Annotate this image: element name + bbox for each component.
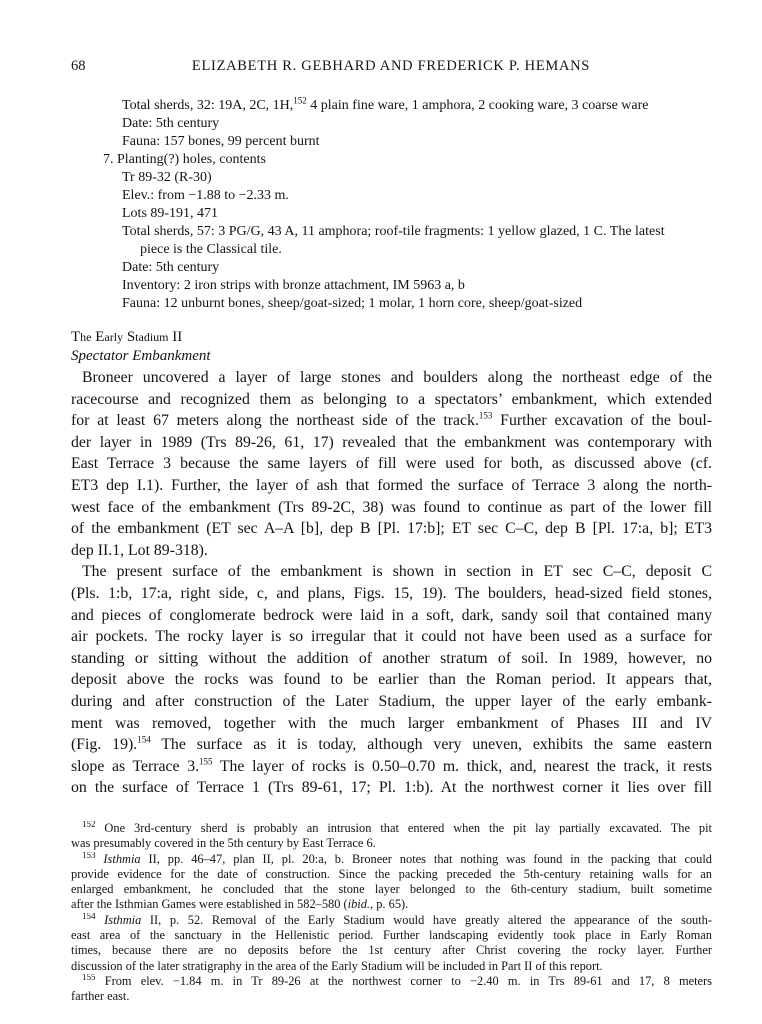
paragraph-line: racecourse and recognized them as belonging to a spectators’ embankment, which extended (71, 390, 712, 408)
footnote-line: after the Isthmian Games were established in 582–580 (ibid., p. 65). (71, 897, 409, 912)
footnote-number: 152 (82, 821, 96, 829)
list-item: Lots 89-191, 471 (122, 206, 219, 221)
footnote-line: enlarged embankment, he concluded that the stone layer belonged to the 6th-century stadium, built sometime (71, 882, 712, 897)
page-number: 68 (71, 58, 86, 74)
footnote-ref[interactable]: 155 (199, 756, 213, 767)
footnote-line: provide evidence for the date of construction. Since the packing preceded the 5th-century retaining walls for an (71, 866, 712, 881)
list-item: Date: 5th century (122, 116, 220, 131)
list-item: Inventory: 2 iron strips with bronze attachment, IM 5963 a, b (122, 278, 465, 293)
paragraph-line: (Pls. 1:b, 17:a, right side, c, and plans, Figs. 15, 19). The boulders, head-sized field stones, (71, 584, 712, 602)
paragraph-line: of the embankment (ET sec A–A [b], dep B [Pl. 17:b]; ET sec C–C, dep B [Pl. 17:a, b]; ET3 (71, 520, 712, 538)
paragraph-line: ment was removed, together with the much larger embankment of Phases III and IV (71, 714, 712, 732)
list-item-title: 7. Planting(?) holes, contents (103, 152, 266, 167)
footnote-line: times, because there are no deposits before the 1st century after Christ covering the rocky layer. Further (71, 943, 712, 958)
list-item: Tr 89-32 (R-30) (122, 170, 212, 185)
footnote-line: $^{153}$ Isthmia II, pp. 46–47, plan II, pl. 20:a, b. Broneer notes that nothing was found in the packing that could (71, 852, 712, 867)
paragraph-line: dep II.1, Lot 89-318). (71, 541, 208, 559)
footnote-line: $^{154}$ Isthmia II, p. 52. Removal of the Early Stadium would have greatly altered the appearance of the south- (71, 913, 712, 928)
footnotes (71, 821, 712, 1005)
list-item: Date: 5th century (122, 260, 220, 275)
paragraph-line: west face of the embankment (Trs 89-2C, 38) was found to continue as part of the lower fill (71, 498, 712, 516)
list-item: Elev.: from −1.88 to −2.33 m. (122, 188, 289, 203)
list-item: Total sherds, 57: 3 PG/G, 43 A, 11 amphora; roof-tile fragments: 1 yellow glazed, 1 C. The latest (122, 224, 665, 239)
paragraph-line: ET3 dep I.1). Further, the layer of ash that formed the surface of Terrace 3 along the north- (71, 476, 712, 494)
list-item: Fauna: 157 bones, 99 percent burnt (122, 134, 320, 149)
footnote-ref[interactable]: 154 (137, 734, 151, 745)
footnote-line: $^{152}$ One 3rd-century sherd is probably an intrusion that entered when the pit lay partially excavated. The pit (71, 821, 712, 836)
paragraph-line: during and after construction of the Later Stadium, the upper layer of the early embank- (71, 692, 712, 710)
paragraph-line: der layer in 1989 (Trs 89-26, 61, 17) revealed that the embankment was contemporary with (71, 433, 712, 451)
paragraph-line: slope as Terrace 3.$^{155}$ The layer of rocks is 0.50–0.70 m. thick, and, nearest the track, it rests (71, 756, 712, 775)
section-heading: The Early Stadium II (71, 329, 183, 345)
footnote-line: farther east. (71, 989, 130, 1004)
paragraph-line: on the surface of Terrace 1 (Trs 89-61, 17; Pl. 1:b). At the northwest corner it lies over fill (71, 779, 712, 797)
paragraph-line: and pieces of conglomerate bedrock were laid in a soft, dark, sandy soil that contained many (71, 606, 712, 624)
footnote-number: 153 (82, 851, 96, 860)
footnote-line: discussion of the later stratigraphy in the area of the Early Stadium will be included in Part II of this report. (71, 958, 603, 973)
paragraph-line: for at least 67 meters along the northeast side of the track.$^{153}$ Further excavation of the boul- (71, 410, 712, 430)
paragraph-line: deposit above the rocks was found to be earlier than the Roman period. It appears that, (71, 671, 712, 689)
footnote-ref[interactable]: 152 (293, 95, 307, 106)
paragraph-line: standing or sitting without the addition of another stratum of soil. In 1989, however, no (71, 649, 712, 667)
paragraph-line: (Fig. 19).$^{154}$ The surface as it is today, although very uneven, exhibits the same eastern (71, 734, 712, 754)
footnote-line: was presumably covered in the 5th century by East Terrace 6. (71, 836, 376, 851)
footnote-number: 154 (82, 912, 96, 921)
page-header (71, 58, 711, 80)
paragraph-line: air pockets. The rocky layer is so irregular that it could not have been used as a surface for (71, 628, 712, 646)
running-title: ELIZABETH R. GEBHARD AND FREDERICK P. HEMANS (191, 58, 591, 74)
footnote-ref[interactable]: 153 (478, 410, 493, 421)
paragraph-line: East Terrace 3 because the same layers of fill were used for both, as discussed above (cf. (71, 455, 712, 473)
list-item: Total sherds, 32: 19A, 2C, 1H,$^{152}$ 4 plain fine ware, 1 amphora, 2 cooking ware, 3 coarse ware (122, 95, 649, 113)
section-subheading: Spectator Embankment (71, 348, 211, 364)
body-text (71, 367, 712, 799)
list-item: Fauna: 12 unburnt bones, sheep/goat-sized; 1 molar, 1 horn core, sheep/goat-sized (122, 296, 583, 311)
footnote-line: $^{155}$ From elev. −1.84 m. in Tr 89-26 at the northwest corner to −2.40 m. in Trs 89-61 and 17, 8 meters (71, 974, 712, 989)
paragraph-line: The present surface of the embankment is shown in section in ET sec C–C, deposit C (82, 563, 712, 581)
paragraph-line: Broneer uncovered a layer of large stones and boulders along the northeast edge of the (82, 369, 712, 386)
footnote-number: 155 (82, 973, 96, 982)
footnote-line: east area of the sanctuary in the Hellenistic period. Further landscaping evidently took place in Early Roman (71, 928, 712, 943)
list-item: piece is the Classical tile. (140, 242, 282, 257)
